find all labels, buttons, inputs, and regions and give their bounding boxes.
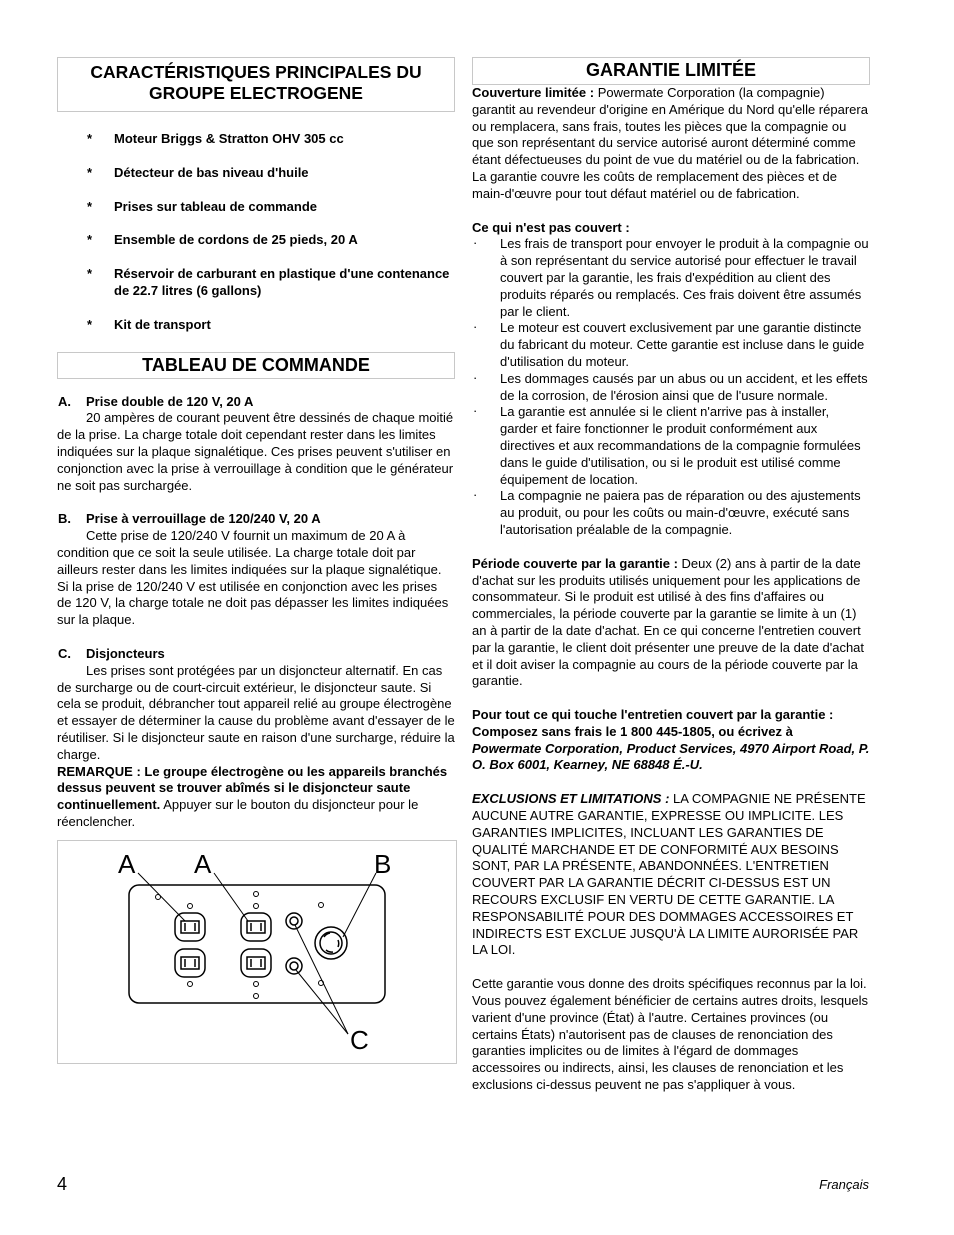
list-item <box>472 488 870 538</box>
section-letter: C. <box>58 645 71 661</box>
contact-paragraph <box>472 707 870 774</box>
screw-icons <box>156 892 324 999</box>
contact-address: Powermate Corporation, Product Services, 4970 Airport Road, P. O. Box 6001, Kearney, NE 68848 É.-U. <box>472 740 870 773</box>
bullet: * <box>87 164 93 180</box>
features-list <box>57 131 455 334</box>
bullet: · <box>473 487 478 503</box>
feature-item <box>57 199 455 216</box>
feature-item <box>57 232 455 249</box>
outlet-icon <box>241 949 271 977</box>
bullet: * <box>87 316 93 332</box>
list-item-text: La compagnie ne paiera pas de réparation ou des ajustements au produit, ou pour les coûts ou main-d'œuvre, exécuté sans l'autorisation préalable de la compagnie. <box>500 488 861 537</box>
list-item-text: Les frais de transport pour envoyer le produit à la compagnie ou à son représentant du service autorisé pour effectuer le travail couvert par la garantie, les frais d'expédition au client des produits réparés ou remplacés. Ces frais doivent être assumés par le client. <box>500 236 869 319</box>
callout-lines <box>138 873 376 1034</box>
list-item-text: La garantie est annulée si le client n'arrive pas à installer, garder et faire fonctionner le produit conformément aux directives et aux recommandations de la compagnie formulées dans le guide d'utilisation, ou si le produit est utilisé comme équipement de location. <box>500 404 861 487</box>
list-item <box>472 404 870 488</box>
warranty-title: GARANTIE LIMITÉE <box>472 57 870 85</box>
feature-item <box>57 317 455 334</box>
features-title: CARACTÉRISTIQUES PRINCIPALES DU GROUPE ELECTROGENE <box>57 57 455 112</box>
list-item-text: Les dommages causés par un abus ou un accident, et les effets de la corrosion, de l'érosion ainsi que de l'usure normale. <box>500 370 868 403</box>
section-heading <box>57 646 455 663</box>
outlet-icon <box>175 913 205 941</box>
bullet: · <box>473 403 478 419</box>
section-b <box>57 511 455 629</box>
feature-item <box>57 266 455 300</box>
bullet: · <box>473 235 478 251</box>
feature-text: Moteur Briggs & Stratton OHV 305 cc <box>114 131 344 146</box>
label-c: C <box>350 1025 369 1055</box>
language-label: Français <box>819 1177 869 1192</box>
feature-item <box>57 165 455 182</box>
period-paragraph <box>472 556 870 690</box>
coverage-paragraph <box>472 85 870 203</box>
section-title: Disjoncteurs <box>86 645 165 661</box>
list-item <box>472 320 870 370</box>
section-body: 20 ampères de courant peuvent être dessinés de chaque moitié de la prise. La charge totale doit cependant rester dans les limites indiquées sur la plaque signalétique. Ces prises peuvent s'utiliser en conjonction avec la prise à verrouillage à condition que le générateur ne soit pas surchargée. <box>57 410 454 493</box>
note-bold: REMARQUE : Le groupe électrogène ou les appareils branchés dessus peuvent se trouver abîmés si le disjoncteur saute continuellement. <box>57 763 448 813</box>
exclusions-label: EXCLUSIONS ET LIMITATIONS : <box>472 791 670 807</box>
rights-paragraph: Cette garantie vous donne des droits spécifiques reconnus par la loi. Vous pouvez également bénéficier de certains autres droits, lesquels varient d'une province (État) à l'autre. Certaines provinces (ou certains États) n'autorisent pas de clauses de renonciation des garanties implicites ou de limites à l'égard de dommages accessoires ou indirects, ainsi, les clauses de renonciation et les exclusions ci-dessus peuvent ne pas s'appliquer à vous. <box>472 976 869 1093</box>
period-label: Période couverte par la garantie : <box>472 555 678 571</box>
page-number: 4 <box>57 1174 68 1194</box>
list-item-text: Le moteur est couvert exclusivement par une garantie distincte du fabricant du moteur. Cette garantie est incluse dans le guide d'utilisation du moteur. <box>500 320 865 369</box>
section-heading <box>57 511 455 528</box>
contact-text: Pour tout ce qui touche l'entretien couvert par la garantie : Composez sans frais le 1 800 445-1805, ou écrivez à <box>472 707 834 739</box>
section-title: Prise double de 120 V, 20 A <box>86 393 254 409</box>
section-heading <box>57 394 455 411</box>
locking-outlet-icon <box>315 927 347 959</box>
not-covered-list <box>472 236 870 538</box>
coverage-text: Powermate Corporation (la compagnie) garantit au revendeur d'origine en Amérique du Nord qu'elle réparera ou remplacera, sans frais, toutes les pièces que la compagnie ou que son représentant du service autorisé auront déterminé comme étant défectueuses du point de vue du matériel ou de la fabrication. La garantie couvre les coûts de remplacement des pièces et de main-d'œuvre pour tout défaut matériel ou de fabrication. <box>472 85 868 201</box>
not-covered-title: Ce qui n'est pas couvert : <box>472 219 630 235</box>
bullet: * <box>87 232 93 248</box>
feature-text: Ensemble de cordons de 25 pieds, 20 A <box>114 232 358 248</box>
section-letter: B. <box>58 511 71 527</box>
feature-text: Réservoir de carburant en plastique d'une contenance de 22.7 litres (6 gallons) <box>114 266 450 298</box>
right-column <box>472 57 870 1094</box>
section-note <box>57 764 455 831</box>
outlet-icon <box>175 949 205 977</box>
section-title: Prise à verrouillage de 120/240 V, 20 A <box>86 511 321 527</box>
breaker-icon <box>286 913 302 929</box>
exclusions-paragraph <box>472 791 870 959</box>
section-body: Cette prise de 120/240 V fournit un maximum de 20 A à condition que ce soit la seule utilisée. La charge totale doit par ailleurs rester dans les limites indiquées sur la plaque signalétique. Si la prise de 120/240 V est utilisée en conjonction avec les prises de 120 V, la charge totale ne doit pas dépasser les limites indiquées sur la plaque. <box>57 528 449 628</box>
control-panel-diagram <box>57 840 457 1064</box>
section-letter: A. <box>58 393 71 409</box>
feature-text: Prises sur tableau de commande <box>114 198 318 214</box>
exclusions-text: LA COMPAGNIE NE PRÉSENTE AUCUNE AUTRE GARANTIE, EXPRESSE OU IMPLICITE. LES GARANTIES IMPLICITES, INCLUANT LES GARANTIES DE QUALITÉ MARCHANDE ET DE CONFORMITÉ AUX BESOINS SONT, PAR LA PRÉSENTE, ABANDONNÉES. L'ENTRETIEN COUVERT PAR LA GARANTIE DÉCRIT CI-DESSUS EST UN RECOURS EXCLUSIF EN VERTU DE CETTE GARANTIE. LA RESPONSABILITÉ POUR DES DOMMAGES ACCESSOIRES ET INDIRECTS EST EXCLUE JUSQU'À LA LIMITE AURORISÉE PAR LA LOI. <box>472 791 866 958</box>
bullet: * <box>87 198 93 214</box>
label-a-left: A <box>118 849 136 879</box>
list-item <box>472 236 870 320</box>
breaker-icon <box>286 958 302 974</box>
section-body: Les prises sont protégées par un disjoncteur alternatif. En cas de surcharge ou de court-circuit extérieur, le disjoncteur saute. Si cela se produit, débrancher tout appareil relié au groupe électrogène et essayer de déterminer la cause du problème avant d'essayer de le réutiliser. Si le disjoncteur saute en raison d'une surcharge, réduire la charge. <box>57 662 455 762</box>
left-column <box>57 57 455 831</box>
feature-text: Kit de transport <box>114 316 211 332</box>
bullet: * <box>87 266 93 282</box>
period-text: Deux (2) ans à partir de la date d'achat sur les produits utilisés uniquement pour les applications de consommateur. Si le produit est utilisé à des fins d'affaires ou commerciales, la période couverte par la garantie se limite à un (1) an à partir de la date d'achat. En ce qui concerne l'entretien couvert par la garantie, le client doit présenter une preuve de la date d'achat et il doit aviser la compagnie au cours de la période couverte par la garantie. <box>472 555 865 689</box>
section-a <box>57 394 455 495</box>
bullet: * <box>87 131 93 146</box>
bullet: · <box>473 369 478 385</box>
list-item <box>472 371 870 405</box>
feature-item <box>57 131 455 148</box>
panel-title: TABLEAU DE COMMANDE <box>57 352 455 379</box>
label-b: B <box>374 849 392 879</box>
section-c <box>57 646 455 831</box>
feature-text: Détecteur de bas niveau d'huile <box>114 164 309 180</box>
note-rest: Appuyer sur le bouton du disjoncteur pour le réenclencher. <box>57 797 419 829</box>
coverage-label: Couverture limitée : <box>472 85 595 100</box>
label-a-right: A <box>194 849 212 879</box>
bullet: · <box>473 319 478 335</box>
